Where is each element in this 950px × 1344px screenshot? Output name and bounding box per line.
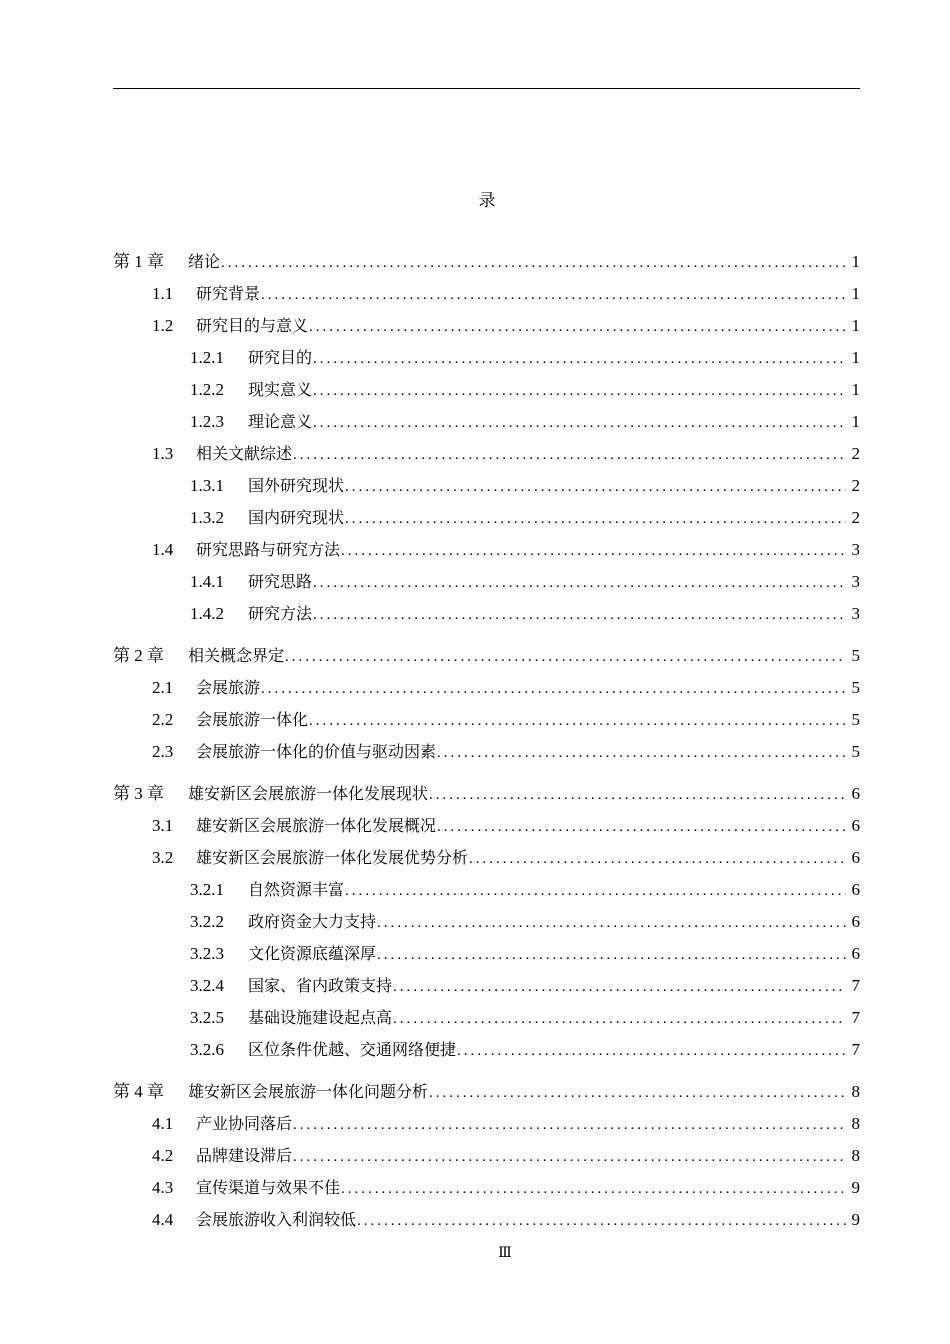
toc-entry-number: 1.2.2 <box>190 380 224 399</box>
toc-entry-number: 1.4 <box>152 540 174 559</box>
toc-leader-dots <box>345 875 846 907</box>
toc-leader-dots <box>221 247 846 279</box>
toc-entry-title: 国外研究现状 <box>248 476 345 495</box>
toc-entry-page: 7 <box>851 1008 860 1027</box>
toc-entry-title: 政府资金大力支持 <box>248 912 377 931</box>
toc-entry-number: 3.2.5 <box>190 1008 224 1027</box>
toc-leader-dots <box>345 503 846 535</box>
toc-entry-title: 文化资源底蕴深厚 <box>248 944 377 963</box>
toc-entry[interactable] <box>113 1034 860 1066</box>
toc-entry-page: 8 <box>851 1082 860 1101</box>
toc-entry-title: 绪论 <box>188 252 221 271</box>
toc-entry-page: 3 <box>851 572 860 591</box>
toc-leader-dots <box>313 343 846 375</box>
toc-entry-number: 3.2.4 <box>190 976 224 995</box>
toc-entry[interactable] <box>113 906 860 938</box>
toc-entry-page: 5 <box>851 678 860 697</box>
toc-leader-dots <box>393 1003 846 1035</box>
toc-entry-page: 7 <box>851 976 860 995</box>
toc-entry-page: 2 <box>851 476 860 495</box>
toc-entry-page: 1 <box>851 348 860 367</box>
toc-entry-page: 8 <box>851 1146 860 1165</box>
toc-entry[interactable] <box>113 502 860 534</box>
toc-entry[interactable] <box>113 874 860 906</box>
toc-entry-number: 4.1 <box>152 1114 174 1133</box>
toc-entry-page: 1 <box>851 380 860 399</box>
toc-entry[interactable] <box>113 672 860 704</box>
toc-entry-number: 3.2.6 <box>190 1040 224 1059</box>
toc-entry-title: 国家、省内政策支持 <box>248 976 393 995</box>
toc-leader-dots <box>357 1205 846 1237</box>
toc-entry-title: 雄安新区会展旅游一体化问题分析 <box>188 1082 429 1101</box>
footer-page-number: Ⅲ <box>498 1246 512 1261</box>
toc-entry-number: 3.1 <box>152 816 174 835</box>
toc-entry-number: 1.2 <box>152 316 174 335</box>
toc-entry[interactable] <box>113 598 860 630</box>
toc-leader-dots <box>293 1109 846 1141</box>
toc-entry-title: 会展旅游一体化 <box>196 710 309 729</box>
toc-entry-title: 基础设施建设起点高 <box>248 1008 393 1027</box>
toc-entry[interactable] <box>113 736 860 768</box>
toc-entry[interactable] <box>113 438 860 470</box>
toc-entry-title: 自然资源丰富 <box>248 880 345 899</box>
toc-entry-number: 3.2 <box>152 848 174 867</box>
toc-entry-page: 1 <box>851 316 860 335</box>
toc-entry-title: 研究目的 <box>248 348 313 367</box>
table-of-contents <box>113 246 860 1236</box>
toc-entry-number: 1.4.1 <box>190 572 224 591</box>
toc-entry[interactable] <box>113 1204 860 1236</box>
toc-entry-title: 会展旅游一体化的价值与驱动因素 <box>196 742 437 761</box>
toc-leader-dots <box>469 843 846 875</box>
toc-entry-number: 第 2 章 <box>113 646 164 665</box>
toc-entry-title: 国内研究现状 <box>248 508 345 527</box>
toc-entry-number: 3.2.1 <box>190 880 224 899</box>
toc-entry-page: 5 <box>851 646 860 665</box>
toc-entry[interactable] <box>113 278 860 310</box>
header-rule <box>113 88 860 89</box>
toc-leader-dots <box>345 471 846 503</box>
toc-entry-title: 研究思路与研究方法 <box>196 540 341 559</box>
toc-entry-number: 2.3 <box>152 742 174 761</box>
toc-entry-page: 1 <box>851 252 860 271</box>
toc-entry[interactable] <box>113 640 860 672</box>
toc-entry-number: 3.2.2 <box>190 912 224 931</box>
toc-entry[interactable] <box>113 246 860 278</box>
toc-entry-number: 第 4 章 <box>113 1082 164 1101</box>
toc-entry[interactable] <box>113 470 860 502</box>
toc-entry-page: 2 <box>851 444 860 463</box>
toc-entry-number: 3.2.3 <box>190 944 224 963</box>
toc-entry-title: 研究思路 <box>248 572 313 591</box>
toc-entry-page: 9 <box>851 1178 860 1197</box>
toc-entry-page: 3 <box>851 604 860 623</box>
toc-entry-number: 1.3 <box>152 444 174 463</box>
toc-entry-number: 第 1 章 <box>113 252 164 271</box>
toc-entry-title: 品牌建设滞后 <box>196 1146 293 1165</box>
toc-entry[interactable] <box>113 842 860 874</box>
toc-entry[interactable] <box>113 310 860 342</box>
toc-entry-title: 宣传渠道与效果不佳 <box>196 1178 341 1197</box>
toc-entry[interactable] <box>113 1076 860 1108</box>
toc-entry-page: 6 <box>851 848 860 867</box>
toc-entry[interactable] <box>113 1002 860 1034</box>
toc-entry-number: 1.4.2 <box>190 604 224 623</box>
toc-leader-dots <box>309 705 846 737</box>
toc-leader-dots <box>293 1141 846 1173</box>
toc-entry-title: 会展旅游 <box>196 678 261 697</box>
toc-leader-dots <box>261 279 846 311</box>
toc-entry-title: 相关文献综述 <box>196 444 293 463</box>
toc-entry-number: 4.2 <box>152 1146 174 1165</box>
toc-leader-dots <box>313 567 846 599</box>
toc-entry-title: 会展旅游收入利润较低 <box>196 1210 357 1229</box>
toc-entry-page: 5 <box>851 742 860 761</box>
toc-entry[interactable] <box>113 938 860 970</box>
toc-leader-dots <box>313 599 846 631</box>
toc-entry[interactable] <box>113 534 860 566</box>
toc-leader-dots <box>437 811 846 843</box>
toc-entry[interactable] <box>113 1108 860 1140</box>
toc-entry-title: 雄安新区会展旅游一体化发展优势分析 <box>196 848 469 867</box>
toc-entry[interactable] <box>113 970 860 1002</box>
toc-leader-dots <box>285 641 846 673</box>
toc-leader-dots <box>313 407 846 439</box>
toc-entry-number: 1.3.2 <box>190 508 224 527</box>
toc-leader-dots <box>457 1035 846 1067</box>
toc-entry-page: 6 <box>851 912 860 931</box>
toc-entry-number: 1.2.3 <box>190 412 224 431</box>
toc-entry-page: 1 <box>851 412 860 431</box>
toc-leader-dots <box>429 779 846 811</box>
toc-entry-title: 雄安新区会展旅游一体化发展概况 <box>196 816 437 835</box>
toc-entry-title: 研究目的与意义 <box>196 316 309 335</box>
toc-entry[interactable] <box>113 566 860 598</box>
toc-entry-page: 8 <box>851 1114 860 1133</box>
toc-leader-dots <box>429 1077 846 1109</box>
toc-entry[interactable] <box>113 1140 860 1172</box>
toc-entry-page: 3 <box>851 540 860 559</box>
toc-entry-title: 研究背景 <box>196 284 261 303</box>
toc-entry-number: 1.2.1 <box>190 348 224 367</box>
toc-entry-page: 6 <box>851 784 860 803</box>
toc-leader-dots <box>261 673 846 705</box>
toc-leader-dots <box>377 907 846 939</box>
toc-entry-title: 理论意义 <box>248 412 313 431</box>
toc-entry-number: 1.3.1 <box>190 476 224 495</box>
toc-entry-number: 2.1 <box>152 678 174 697</box>
toc-entry-number: 2.2 <box>152 710 174 729</box>
toc-entry-page: 7 <box>851 1040 860 1059</box>
toc-entry-page: 1 <box>851 284 860 303</box>
toc-entry[interactable] <box>113 342 860 374</box>
toc-leader-dots <box>437 737 846 769</box>
toc-entry-page: 6 <box>851 816 860 835</box>
toc-entry-page: 2 <box>851 508 860 527</box>
toc-leader-dots <box>313 375 846 407</box>
toc-entry-title: 相关概念界定 <box>188 646 285 665</box>
toc-leader-dots <box>341 535 846 567</box>
toc-entry-title: 现实意义 <box>248 380 313 399</box>
toc-entry-title: 产业协同落后 <box>196 1114 293 1133</box>
toc-entry[interactable] <box>113 810 860 842</box>
toc-entry[interactable] <box>113 406 860 438</box>
toc-entry[interactable] <box>113 704 860 736</box>
toc-entry[interactable] <box>113 778 860 810</box>
toc-title: 录 <box>478 191 496 210</box>
toc-entry[interactable] <box>113 374 860 406</box>
toc-entry-title: 区位条件优越、交通网络便捷 <box>248 1040 457 1059</box>
toc-leader-dots <box>393 971 846 1003</box>
toc-entry-number: 1.1 <box>152 284 174 303</box>
toc-entry-number: 第 3 章 <box>113 784 164 803</box>
toc-entry-page: 6 <box>851 880 860 899</box>
toc-entry-title: 雄安新区会展旅游一体化发展现状 <box>188 784 429 803</box>
toc-entry-title: 研究方法 <box>248 604 313 623</box>
toc-leader-dots <box>293 439 846 471</box>
toc-leader-dots <box>341 1173 846 1205</box>
toc-entry[interactable] <box>113 1172 860 1204</box>
toc-leader-dots <box>309 311 846 343</box>
toc-leader-dots <box>377 939 846 971</box>
toc-entry-page: 9 <box>851 1210 860 1229</box>
toc-entry-number: 4.4 <box>152 1210 174 1229</box>
toc-entry-page: 6 <box>851 944 860 963</box>
toc-entry-number: 4.3 <box>152 1178 174 1197</box>
toc-entry-page: 5 <box>851 710 860 729</box>
